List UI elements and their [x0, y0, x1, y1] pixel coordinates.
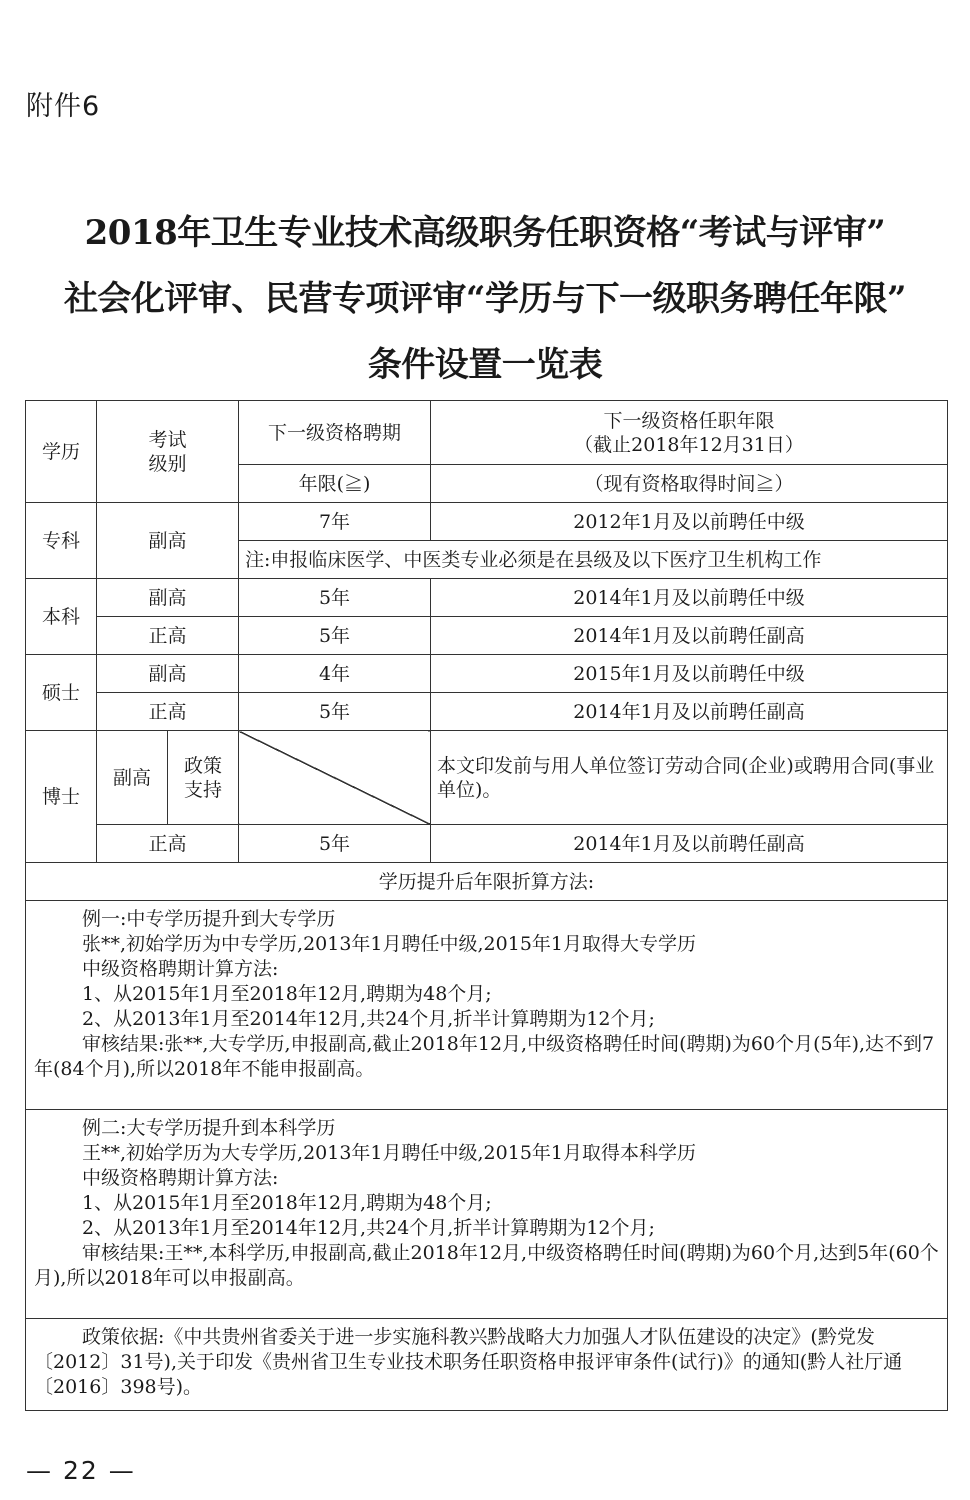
requirement-cell: 2014年1月及以前聘任副高	[431, 825, 948, 863]
level-cell: 副高	[97, 731, 168, 825]
conditions-table	[25, 400, 948, 1411]
policy-basis-text: 政策依据:《中共贵州省委关于进一步实施科教兴黔战略大力加强人才队伍建设的决定》(黔党发〔2012〕31号),关于印发《贵州省卫生专业技术职务任职资格申报评审条件(试行)》的通知(黔人社厅通〔2016〕398号)。	[34, 1326, 903, 1398]
example-one	[26, 901, 948, 1110]
example-line: 中级资格聘期计算方法:	[82, 1167, 279, 1189]
level-cell: 正高	[97, 825, 239, 863]
title-line-2: 社会化评审、民营专项评审“学历与下一级职务聘任年限”	[63, 279, 907, 319]
title-line-3: 条件设置一览表	[367, 345, 603, 385]
years-cell: 5年	[239, 825, 431, 863]
education-boshi: 博士	[26, 731, 97, 863]
example-line: 中级资格聘期计算方法:	[82, 958, 279, 980]
level-cell: 正高	[97, 617, 239, 655]
requirement-cell: 2015年1月及以前聘任中级	[431, 655, 948, 693]
years-cell: 5年	[239, 693, 431, 731]
requirement-cell: 2014年1月及以前聘任副高	[431, 617, 948, 655]
example-line: 2、从2013年1月至2014年12月,共24个月,折半计算聘期为12个月;	[82, 1217, 655, 1239]
example-two	[26, 1110, 948, 1319]
example-line: 王**,初始学历为大专学历,2013年1月聘任中级,2015年1月取得本科学历	[82, 1142, 697, 1164]
requirement-cell: 2014年1月及以前聘任副高	[431, 693, 948, 731]
requirement-cell: 2014年1月及以前聘任中级	[431, 579, 948, 617]
education-benke: 本科	[26, 579, 97, 655]
requirement-cell: 2012年1月及以前聘任中级	[431, 503, 948, 541]
level-cell: 副高	[97, 503, 239, 579]
zhuanke-note: 注:申报临床医学、中医类专业必须是在县级及以下医疗卫生机构工作	[239, 541, 948, 579]
attachment-label: 附件6	[26, 91, 101, 122]
page-number: — 22 —	[26, 1456, 136, 1485]
header-term-sub: 年限(≧)	[239, 465, 431, 503]
example-line: 1、从2015年1月至2018年12月,聘期为48个月;	[82, 1192, 492, 1214]
years-cell: 4年	[239, 655, 431, 693]
header-term: 下一级资格聘期	[239, 401, 431, 465]
example-title: 例二:大专学历提升到本科学历	[82, 1117, 336, 1139]
level-cell: 副高	[97, 655, 239, 693]
education-shuoshi: 硕士	[26, 655, 97, 731]
policy-basis	[26, 1319, 948, 1411]
header-education: 学历	[26, 401, 97, 503]
policy-support-cell: 政策 支持	[168, 731, 239, 825]
conversion-heading: 学历提升后年限折算方法:	[26, 863, 948, 901]
title-line-1: 2018年卫生专业技术高级职务任职资格“考试与评审”	[84, 213, 886, 253]
header-exam-level: 考试 级别	[97, 401, 239, 503]
example-result: 审核结果:张**,大专学历,申报副高,截止2018年12月,中级资格聘任时间(聘期)为60个月(5年),达不到7年(84个月),所以2018年不能申报副高。	[34, 1033, 935, 1080]
level-cell: 副高	[97, 579, 239, 617]
example-title: 例一:中专学历提升到大专学历	[82, 908, 336, 930]
document-title	[0, 200, 970, 398]
example-line: 1、从2015年1月至2018年12月,聘期为48个月;	[82, 983, 492, 1005]
example-result: 审核结果:王**,本科学历,申报副高,截止2018年12月,中级资格聘任时间(聘期)为60个月,达到5年(60个月),所以2018年可以申报副高。	[34, 1242, 939, 1289]
education-zhuanke: 专科	[26, 503, 97, 579]
example-line: 张**,初始学历为中专学历,2013年1月聘任中级,2015年1月取得大专学历	[82, 933, 697, 955]
level-cell: 正高	[97, 693, 239, 731]
years-cell: 5年	[239, 579, 431, 617]
years-cell: 5年	[239, 617, 431, 655]
header-tenure-sub: （现有资格取得时间≧）	[431, 465, 948, 503]
example-line: 2、从2013年1月至2014年12月,共24个月,折半计算聘期为12个月;	[82, 1008, 655, 1030]
requirement-cell: 本文印发前与用人单位签订劳动合同(企业)或聘用合同(事业单位)。	[431, 731, 948, 825]
diagonal-empty-cell	[239, 731, 431, 825]
years-cell: 7年	[239, 503, 431, 541]
header-tenure: 下一级资格任职年限 （截止2018年12月31日）	[431, 401, 948, 465]
